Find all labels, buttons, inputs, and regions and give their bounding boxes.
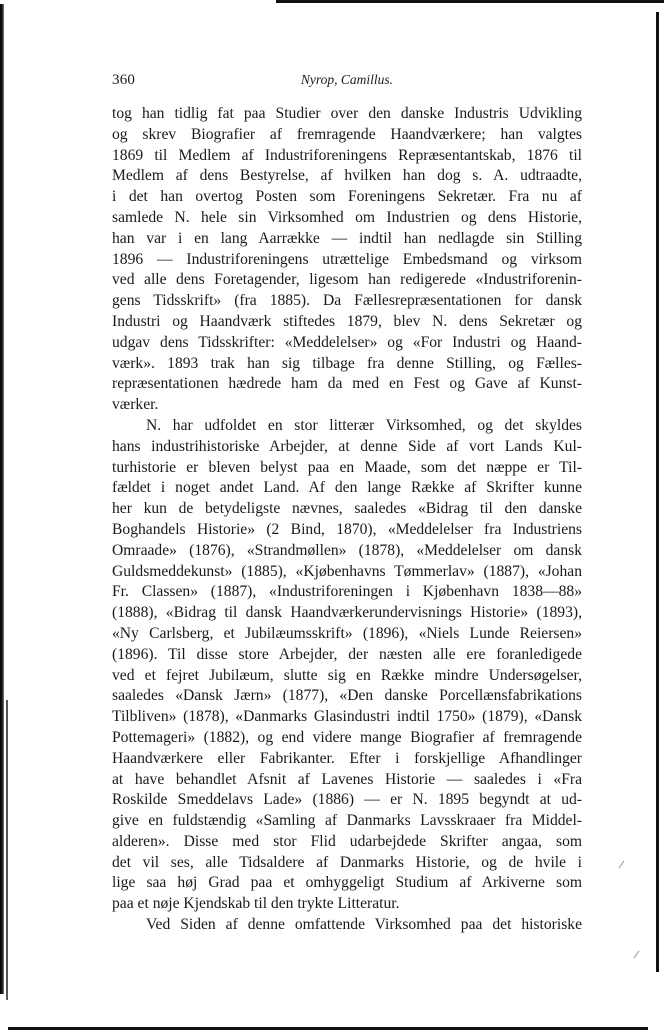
text-line: Boghandels Historie» (2 Bind, 1870), «Meddelelser fra Industriens <box>112 520 582 538</box>
text-line: Ved Siden af denne omfattende Virksomhed paa det historiske <box>146 916 582 934</box>
text-line: samlede N. hele sin Virksomhed om Industrien og dens Historie, <box>112 208 582 226</box>
text-line: værk». 1893 trak han sig tilbage fra denne Stilling, og Fælles- <box>112 354 582 372</box>
scan-border-left-inner <box>6 700 8 1000</box>
text-line: udgav dens Tidsskrifter: «Meddelelser» og «For Industri og Haand- <box>112 333 582 351</box>
text-line: tog han tidlig fat paa Studier over den danske Industris Udvikling <box>112 105 582 122</box>
running-head: Nyrop, Camillus. <box>300 72 394 87</box>
text-line: han var i en lang Aarrække — indtil han nedlagde sin Stilling <box>112 229 582 247</box>
scan-border-left <box>0 4 4 994</box>
scan-border-top <box>276 0 664 3</box>
text-line: Haandværkere eller Fabrikanter. Efter i forskjellige Afhandlinger <box>112 749 582 767</box>
text-line: Roskilde Smeddelavs Lade» (1886) — er N. 1895 begyndt at ud- <box>112 791 582 809</box>
scan-border-right <box>656 12 659 972</box>
text-line: Omraade» (1876), «Strandmøllen» (1878), «Meddelelser om dansk <box>112 541 582 559</box>
text-line: repræsentationen hædrede ham da med en Fest og Gave af Kunst- <box>112 375 582 393</box>
text-line: «Ny Carlsberg, et Jubilæumsskrift» (1896), «Niels Lunde Reiersen» <box>112 624 582 642</box>
text-line: (1888), «Bidrag til dansk Haandværkerundervisnings Historie» (1893), <box>112 604 582 622</box>
text-line: turhistorie er bleven belyst paa en Maade, som det næppe er Til- <box>112 458 582 476</box>
text-line: fældet i noget andet Land. Af den lange Række af Skrifter kunne <box>112 479 582 497</box>
text-line: Fr. Classen» (1887), «Industriforeningen i Kjøbenhavn 1838—88» <box>112 583 582 601</box>
body-text <box>112 104 582 936</box>
text-line: 1869 til Medlem af Industriforeningens Repræsentantskab, 1876 til <box>112 146 582 164</box>
text-line: give en fuldstændig «Samling af Danmarks Lavsskraaer fra Middel- <box>112 812 582 830</box>
text-line: ved et fejret Jubilæum, slutte sig en Række mindre Undersøgelser, <box>112 666 582 684</box>
text-line: det vil ses, alle Tidsaldere af Danmarks Historie, og de hvile i <box>112 853 582 871</box>
text-line: hans industrihistoriske Arbejder, at denne Side af vort Lands Kul- <box>112 437 582 455</box>
text-line: ved alle dens Foretagender, ligesom han redigerede «Industriforenin- <box>112 271 582 289</box>
text-line: og skrev Biografier af fremragende Haandværkere; han valgtes <box>112 125 582 143</box>
text-line: (1896). Til disse store Arbejder, der næsten alle ere foranledigede <box>112 645 582 663</box>
scan-border-bottom <box>8 1027 648 1030</box>
text-line: alderen». Disse med stor Flid udarbejdede Skrifter angaa, som <box>112 832 582 850</box>
page-number: 360 <box>112 72 136 88</box>
text-line: Guldsmeddekunst» (1885), «Kjøbenhavns Tømmerlav» (1887), «Johan <box>112 562 582 580</box>
text-line: værker. <box>112 396 159 414</box>
scan-speck <box>634 951 640 959</box>
text-line: lige saa høj Grad paa et omhyggeligt Studium af Arkiverne som <box>112 874 582 892</box>
text-line: Industri og Haandværk stiftedes 1879, blev N. dens Sekretær og <box>112 312 582 330</box>
page-header <box>112 66 582 100</box>
book-page <box>112 66 582 936</box>
text-line: Medlem af dens Bestyrelse, af hvilken han dog s. A. udtraadte, <box>112 167 582 185</box>
text-line: saaledes «Dansk Jærn» (1877), «Den danske Porcellænsfabrikations <box>112 687 582 705</box>
scan-speck <box>619 861 625 869</box>
text-line: Tilbliven» (1878), «Danmarks Glasindustri indtil 1750» (1879), «Dansk <box>112 708 582 726</box>
text-line: i det han overtog Posten som Foreningens Sekretær. Fra nu af <box>112 188 582 206</box>
text-line: N. har udfoldet en stor litterær Virksomhed, og det skyldes <box>146 416 582 434</box>
text-line: 1896 — Industriforeningens utrættelige Embedsmand og virksom <box>112 250 582 268</box>
text-line: gens Tidsskrift» (fra 1885). Da Fællesrepræsentationen for dansk <box>112 292 582 310</box>
text-line: her kun de betydeligste nævnes, saaledes «Bidrag til den danske <box>112 500 582 518</box>
text-line: Pottemageri» (1882), og end videre mange Biografier af fremragende <box>112 728 582 746</box>
text-line: paa et nøje Kjendskab til den trykte Litteratur. <box>112 895 400 913</box>
text-line: at have behandlet Afsnit af Lavenes Historie — saaledes i «Fra <box>112 770 582 788</box>
